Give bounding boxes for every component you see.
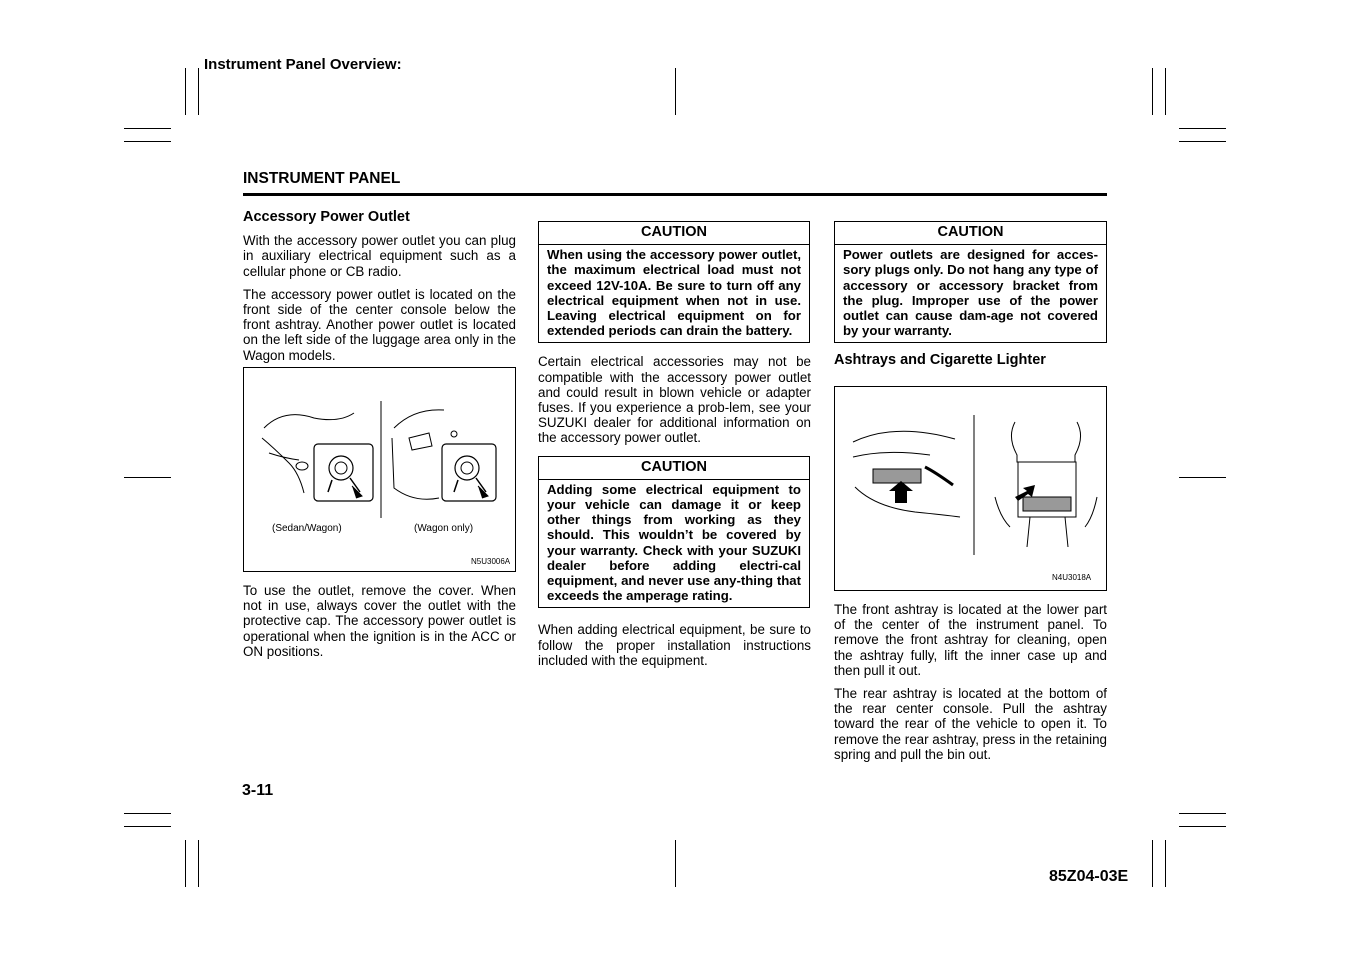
paragraph: To use the outlet, remove the cover. When not in use, always cover the outlet with the protective cap. The accessory power outlet is operational when the ignition is in the ACC or ON positions.: [243, 583, 516, 659]
caution-title: CAUTION: [539, 457, 809, 480]
power-outlet-illustration: [244, 368, 515, 571]
document-code: 85Z04-03E: [1049, 868, 1129, 885]
caution-body: Adding some electrical equipment to your vehicle can damage it or keep other things from working as they should. This wouldn’t be covered by your warranty. Check with your SUZUKI dealer before adding electri-cal equipment, and never use any-thing that exceeds the amperage rating.: [547, 481, 801, 604]
ashtray-illustration: [835, 387, 1106, 590]
caution-body: Power outlets are designed for acces-sory plugs only. Do not hang any type of accessory or accessory bracket from the plug. Improper use of the power outlet can cause dam-age not covered by your warranty.: [843, 247, 1098, 339]
caution-box: [538, 456, 810, 609]
caption-right: (Wagon only): [414, 523, 474, 534]
figure-code: N5U3006A: [471, 557, 511, 566]
paragraph: Certain electrical accessories may not be compatible with the accessory power outlet and could result in blown vehicle or adapter fuses. If you experience a prob-lem, see your SUZUKI dealer for additional information on the accessory power outlet.: [538, 354, 811, 446]
caution-title: CAUTION: [539, 222, 809, 245]
column-1: [243, 210, 516, 371]
caution-title: CAUTION: [835, 222, 1106, 245]
figure-code: N4U3018A: [1052, 573, 1092, 582]
caution-box: [538, 221, 810, 343]
paragraph: The front ashtray is located at the lower part of the center of the instrument panel. To remove the front ashtray for cleaning, open the ashtray fully, lift the inner case up and then pull it out.: [834, 602, 1107, 678]
paragraph: When adding electrical equipment, be sure to follow the proper installation instructions included with the equipment.: [538, 622, 811, 668]
column-1-bottom: [243, 583, 516, 667]
caution-body: When using the accessory power outlet, the maximum electrical load must not exceed 12V-10A. Be sure to turn off any electrical equipment when not in use. Leaving electrical equipment on for extended periods can drain the battery.: [547, 247, 801, 339]
section-title: INSTRUMENT PANEL: [243, 170, 401, 187]
caution-box: [834, 221, 1107, 343]
column-3-bottom: [834, 602, 1107, 770]
paragraph: The rear ashtray is located at the bottom of the rear center console. Pull the ashtray toward the rear of the vehicle to open it. To remove the rear ashtray, press in the retaining spring and pull the bin out.: [834, 686, 1107, 762]
running-header: Instrument Panel Overview:: [204, 56, 402, 73]
heading-accessory-power-outlet: Accessory Power Outlet: [243, 209, 410, 225]
column-2: [538, 221, 811, 676]
header-rule: [243, 193, 1107, 196]
caption-left: (Sedan/Wagon): [272, 523, 342, 534]
paragraph: With the accessory power outlet you can plug in auxiliary electrical equipment such as a cellular phone or CB radio.: [243, 233, 516, 279]
heading-ashtrays: Ashtrays and Cigarette Lighter: [834, 352, 1046, 369]
page-number: 3-11: [242, 782, 274, 799]
figure-power-outlet: [243, 367, 516, 572]
paragraph: The accessory power outlet is located on the front side of the center console below the front ashtray. Another power outlet is located on the left side of the luggage area only in the Wagon models.: [243, 286, 516, 363]
column-3: [834, 221, 1107, 377]
figure-ashtrays: [834, 386, 1107, 591]
